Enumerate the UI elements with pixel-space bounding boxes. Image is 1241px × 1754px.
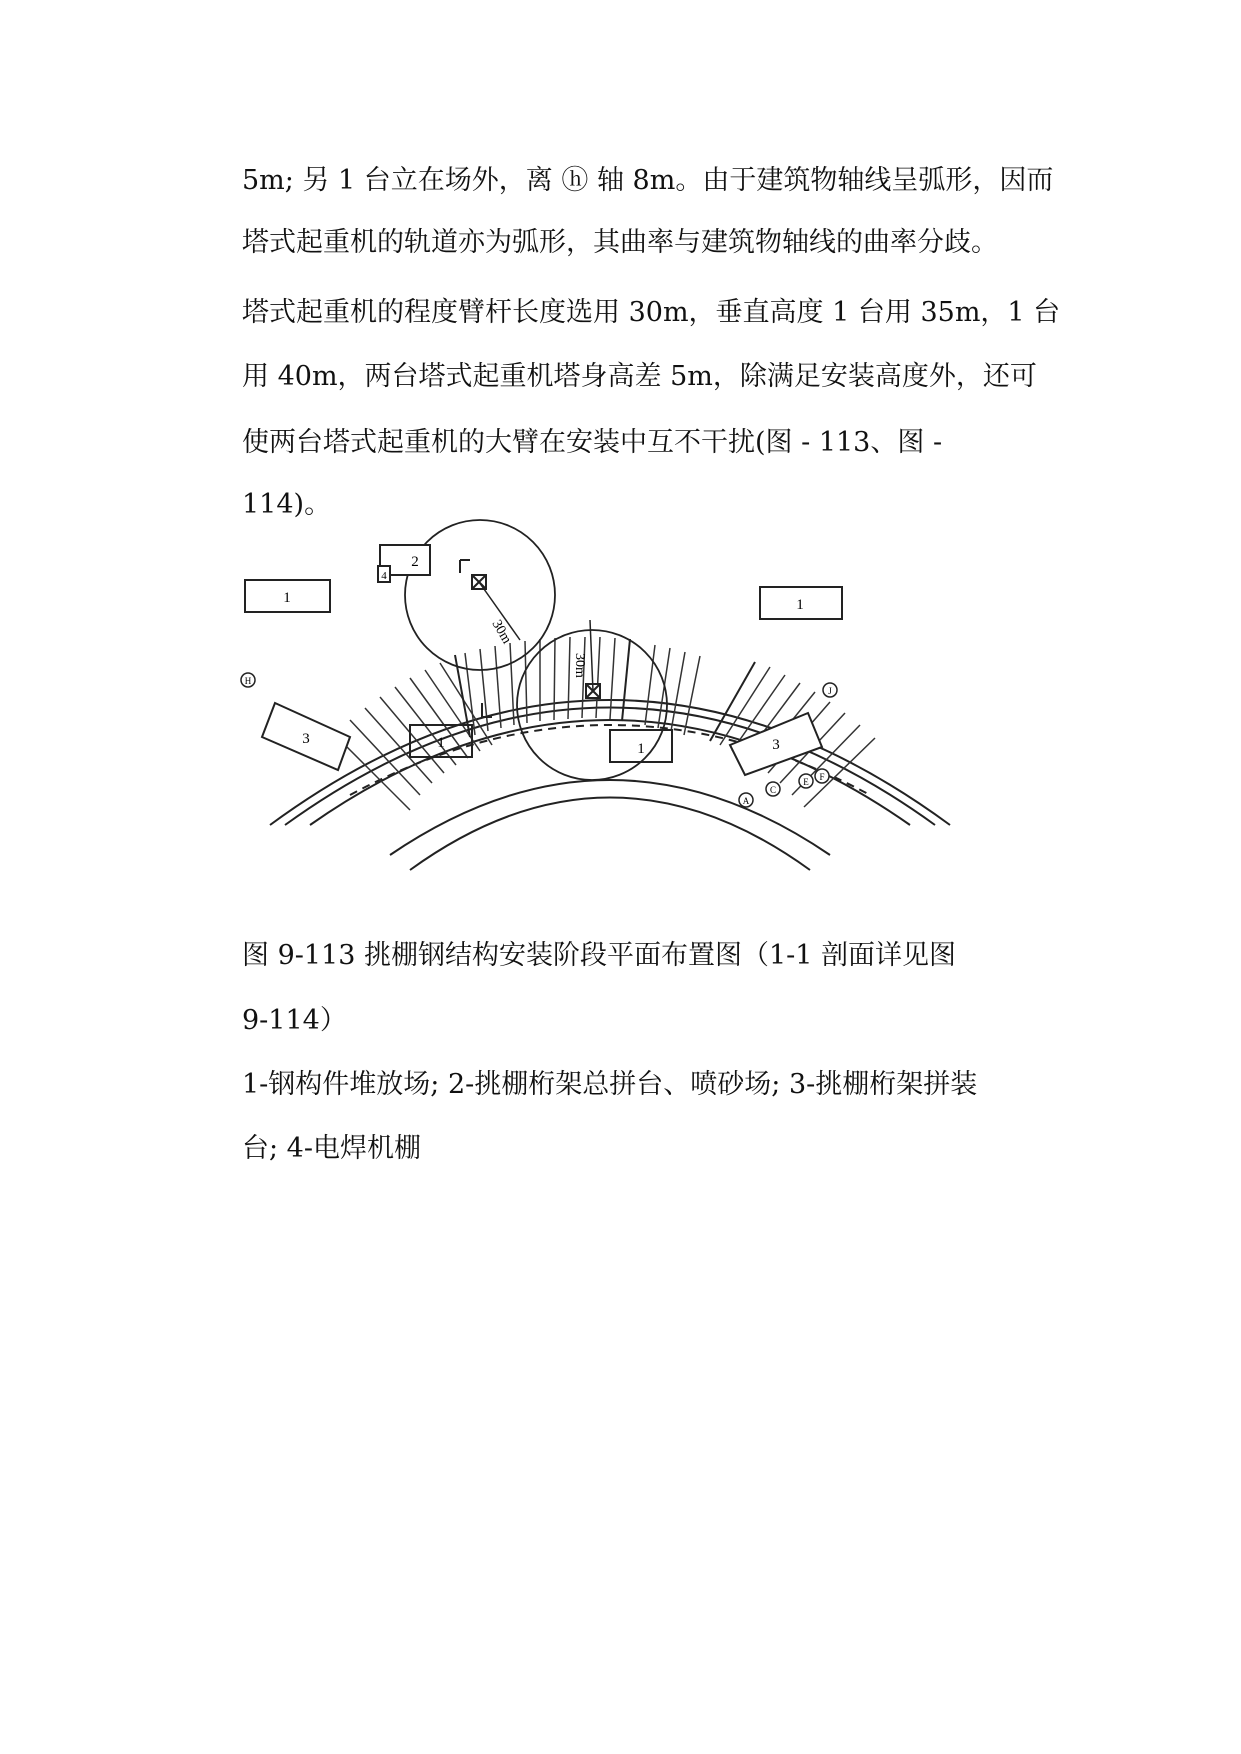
body-text-line-4: 用 40m，两台塔式起重机塔身高差 5m，除满足安装高度外，还可 — [242, 361, 1037, 392]
figure-caption-line-2: 9-114） — [242, 1005, 347, 1036]
radius-label-upper: 30m — [488, 617, 514, 647]
legend-line-1: 1-钢构件堆放场; 2-挑棚桁架总拼台、喷砂场; 3-挑棚桁架拼装 — [242, 1069, 978, 1100]
svg-text:A: A — [742, 796, 750, 806]
site-layout-plan — [244, 525, 960, 925]
body-text-line-5: 使两台塔式起重机的大臂在安装中互不干扰(图 - 113、图 - — [242, 427, 943, 458]
axis-marker-f — [815, 769, 829, 783]
inner-arc-line — [410, 798, 810, 871]
svg-text:C: C — [769, 785, 777, 795]
body-text-line-3: 塔式起重机的程度臂杆长度选用 30m，垂直高度 1 台用 35m，1 台 — [242, 297, 1061, 328]
track-arc-inner — [390, 780, 830, 855]
axis-marker-e — [799, 774, 813, 788]
body-text-line-6: 114)。 — [242, 489, 332, 520]
axis-marker-a — [739, 793, 753, 807]
svg-text:E: E — [803, 777, 809, 787]
axis-marker-c — [766, 782, 780, 796]
svg-text:F: F — [819, 772, 825, 782]
area-2-label: 2 — [411, 554, 419, 570]
svg-text:J: J — [828, 686, 832, 696]
area-3-right-label: 3 — [772, 737, 780, 753]
axis-marker-h — [241, 673, 255, 687]
axis-marker-j — [823, 683, 837, 697]
radius-label-lower: 30m — [572, 653, 587, 678]
area-1-inner-left-label: 1 — [437, 735, 445, 751]
area-1-right-label: 1 — [796, 597, 804, 613]
area-3-left-label: 3 — [302, 731, 310, 747]
area-1-left-label: 1 — [283, 590, 291, 606]
site-layout-figure — [244, 525, 960, 925]
svg-text:H: H — [244, 676, 252, 686]
legend-line-2: 台; 4-电焊机棚 — [242, 1133, 421, 1164]
crane-1-radius-circle — [405, 520, 555, 670]
area-1-inner-right-label: 1 — [637, 741, 645, 757]
area-4-label: 4 — [381, 570, 387, 582]
body-text-line-2: 塔式起重机的轨道亦为弧形，其曲率与建筑物轴线的曲率分歧。 — [242, 227, 998, 258]
section-mark-upper — [460, 560, 470, 573]
body-text-line-1: 5m; 另 1 台立在场外，离 ⓗ 轴 8m。由于建筑物轴线呈弧形，因而 — [242, 165, 1054, 196]
figure-caption-line-1: 图 9-113 挑棚钢结构安装阶段平面布置图（1-1 剖面详见图 — [242, 940, 957, 971]
